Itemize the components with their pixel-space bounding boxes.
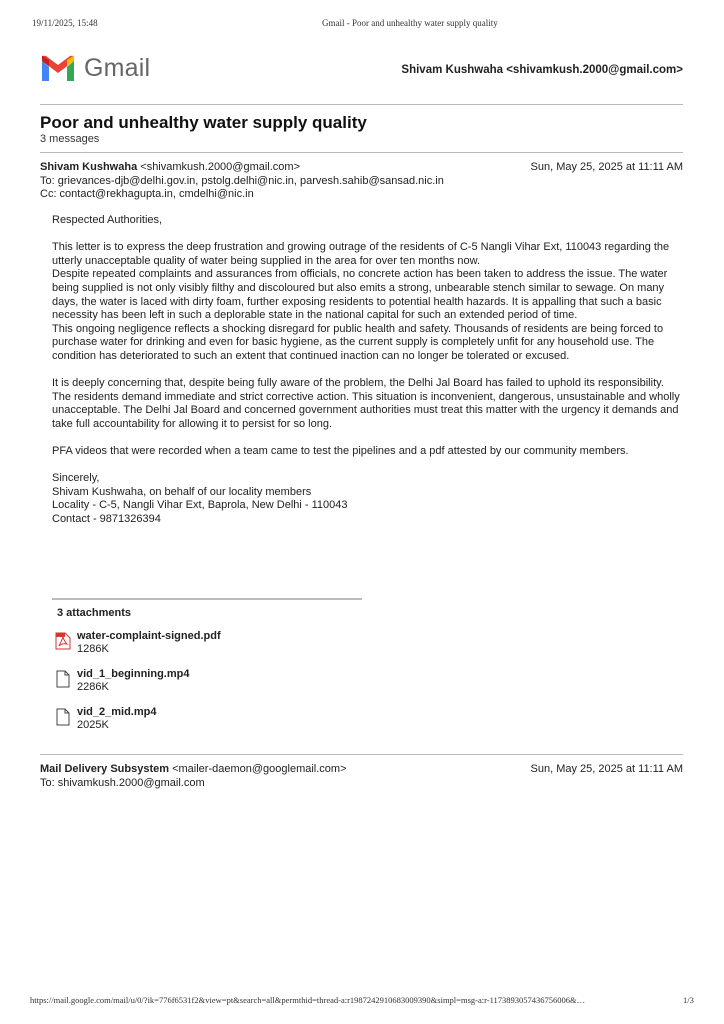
body-paragraph: It is deeply concerning that, despite being fully aware of the problem, the Delhi Jal Board has failed to uphold its responsibility. The residents demand immediate and strict corrective action. This situation is inconvenient, dangerous, unsustainable and wholly unacceptable. The Delhi Jal Board and concerned government authorities must treat this matter with the urgency it demands and take full accountability for allowing it to persist for so long.: [52, 377, 680, 430]
message-header: [40, 763, 683, 790]
body-paragraph: This letter is to express the deep frustration and growing outrage of the residents of C-5 Nangli Vihar Ext, 110043 regarding the utterly unacceptable quality of water being supplied in the area for over ten months now.: [52, 241, 670, 267]
divider: [40, 152, 683, 153]
sender-name: Shivam Kushwaha: [40, 161, 138, 173]
attachment-name[interactable]: water-complaint-signed.pdf: [77, 630, 221, 642]
page-number: 1/3: [683, 995, 694, 1005]
message-header: [40, 161, 683, 202]
attachments-divider: [52, 598, 362, 600]
divider: [40, 754, 683, 755]
generic-file-icon: [55, 708, 71, 726]
message-count: 3 messages: [40, 133, 100, 145]
recipients-cc: Cc: contact@rekhagupta.in, cmdelhi@nic.in: [40, 188, 254, 200]
signature-name: Shivam Kushwaha, on behalf of our locality members: [52, 485, 312, 498]
print-page-title: Gmail - Poor and unhealthy water supply quality: [322, 18, 498, 28]
attachment-size: 2286K: [77, 681, 109, 693]
sender-email[interactable]: <mailer-daemon@googlemail.com>: [172, 763, 347, 775]
attachment-name[interactable]: vid_2_mid.mp4: [77, 706, 157, 718]
gmail-m-logo-icon: [40, 55, 76, 83]
attachments-title: 3 attachments: [57, 607, 131, 619]
recipients-to: To: shivamkush.2000@gmail.com: [40, 776, 205, 789]
attachment-name[interactable]: vid_1_beginning.mp4: [77, 668, 190, 680]
gmail-wordmark: Gmail: [84, 54, 151, 82]
attachment-item[interactable]: [55, 630, 221, 656]
sender-email[interactable]: <shivamkush.2000@gmail.com>: [140, 161, 301, 173]
page-url: https://mail.google.com/mail/u/0/?ik=776f6531f2&view=pt&search=all&permthid=thread-a:r1987242910683009390&simpl=msg-a:r-1173893057436756006&…: [30, 995, 586, 1005]
sign-off: Sincerely,: [52, 472, 100, 485]
sender-name: Mail Delivery Subsystem: [40, 763, 170, 775]
account-identity: Shivam Kushwaha <shivamkush.2000@gmail.com>: [401, 64, 683, 76]
body-paragraph: Despite repeated complaints and assurances from officials, no concrete action has been taken to address the issue. The water being supplied is not only visibly filthy and discoloured but also emits a strong, unbearable stench similar to sewage. On many days, the water is laced with dirty foam, further exposing residents to potential health hazards. It is appalling that such a basic necessity has been left in such a deplorable state in the national capital for such an extended period of time.: [52, 268, 668, 322]
attachment-item[interactable]: [55, 668, 189, 694]
body-paragraph: This ongoing negligence reflects a shocking disregard for public health and safety. Thousands of residents are being forced to purchase water for drinking and even for basic hygiene, as the current supply is completely unfit for any household use. The condition has deteriorated to such an extent that continued inaction can no longer be tolerated or excused.: [52, 322, 664, 362]
divider: [40, 104, 683, 105]
signature-locality: Locality - C-5, Nangli Vihar Ext, Baprola, New Delhi - 110043: [52, 499, 348, 512]
message-date: Sun, May 25, 2025 at 11:11 AM: [530, 161, 683, 173]
message-body: [52, 214, 682, 527]
signature-contact: Contact - 9871326394: [52, 513, 161, 526]
print-datetime: 19/11/2025, 15:48: [32, 18, 98, 28]
generic-file-icon: [55, 670, 71, 688]
recipients-to: To: grievances-djb@delhi.gov.in, pstolg.delhi@nic.in, parvesh.sahib@sansad.nic.in: [40, 174, 444, 187]
gmail-logo: [40, 54, 150, 83]
pdf-file-icon: [55, 632, 71, 650]
attachment-item[interactable]: [55, 706, 156, 732]
thread-subject: Poor and unhealthy water supply quality: [40, 113, 367, 132]
attachment-size: 1286K: [77, 643, 109, 655]
message-date: Sun, May 25, 2025 at 11:11 AM: [530, 763, 683, 775]
greeting: Respected Authorities,: [52, 214, 163, 226]
body-paragraph: PFA videos that were recorded when a team came to test the pipelines and a pdf attested by our community members.: [52, 445, 629, 458]
attachment-size: 2025K: [77, 719, 109, 731]
